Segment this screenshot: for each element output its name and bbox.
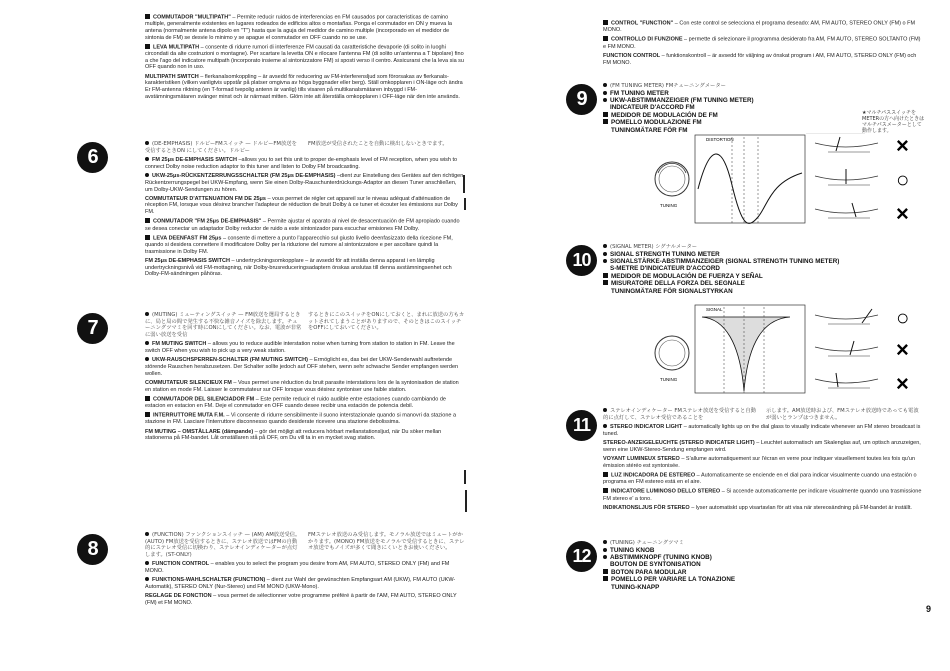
s10-h1: SIGNALSTÄRKE-ABSTIMMANZEIGER (SIGNAL STRENGTH TUNING METER) bbox=[603, 258, 933, 265]
bullet-dot bbox=[145, 341, 149, 345]
s6-fr: COMMUTATEUR D'ATTENUATION FM DE 25μs – vous permet de régler cet appareil sur le niveau adéquat d'atténuation de réception FM, lorsque vous désirez brancher l'adapteur de réduction de bruit Dolby à ce tuner et écouter les émissions sur Dolby FM. bbox=[145, 195, 458, 216]
s6-sv: FM 25μs DE-EMPHASIS SWITCH – undertryckningsomkopplare – är avsedd för att inställa denna apparat i en lämplig undertryckningsnivå vid FM-mottagning, när Dolby-brusreduceringsadaptern önskas anslutas till denna avstämningsenhet och Dolby-FM-sändningen påhöras. bbox=[145, 257, 452, 278]
s9-h0: FM TUNING METER bbox=[603, 90, 933, 97]
meter-arc-1 bbox=[815, 143, 878, 147]
binding-mark bbox=[464, 198, 466, 210]
tuning-meter-figure bbox=[640, 133, 930, 231]
result-mark: × bbox=[896, 133, 909, 158]
s9-h2: INDICATEUR D'ACCORD FM bbox=[610, 104, 695, 112]
section-number-9: 9 bbox=[566, 84, 597, 115]
s12-h5: TUNING-KNAPP bbox=[611, 583, 660, 591]
section-8 bbox=[145, 532, 465, 609]
section-12 bbox=[603, 540, 923, 591]
s9-h4: POMELLO MODULAZIONE FM bbox=[603, 119, 933, 126]
bullet-square bbox=[603, 472, 608, 477]
s9-h5: TUNINGMÄTARE FÖR FM bbox=[611, 126, 688, 134]
s7-sv: FM MUTING – OMSTÄLLARE (dämpande) – gör det möjligt att reducera hörbart mellanstationsljud, när Du söker mellan stationerna på FM-bandet. Låt omställaren stå på OFF, om Du vill ta in en mycket svag station. bbox=[145, 428, 442, 442]
section-7-japanese: (MUTING) ミューティングスイッチ — FM放送を選局するときに、局と局の間で発生する不快な雑音ノイズを除去します。チューニングツマミを回す時にONにしてください。なお、電波が非常に弱い放送を受信 するときにこのスイッチをONにしておくと、まれに放送の方もカットされてしまうことがありますので、そのときはこのスイッチをOFFにしておいてください。 bbox=[145, 312, 465, 338]
binding-mark bbox=[464, 470, 466, 484]
s12-h2: BOUTON DE SYNTONISATION bbox=[610, 561, 701, 569]
bullet-dot bbox=[603, 98, 607, 102]
meter-arc-2 bbox=[815, 347, 878, 351]
function-es: CONTROL "FUNCTION" – Con este control se selecciona el programa deseado: AM, FM AUTO, STEREO ONLY (FM) o FM MONO. bbox=[603, 20, 916, 34]
section-12-japanese: (TUNING) チューニングツマミ bbox=[603, 540, 923, 547]
bullet-square bbox=[145, 14, 150, 19]
bullet-square bbox=[603, 488, 608, 493]
bullet-square bbox=[603, 273, 608, 278]
result-mark: × bbox=[896, 201, 909, 226]
multipath-block bbox=[145, 14, 465, 103]
bullet-square bbox=[145, 44, 150, 49]
s6-it: LEVA DEENFAST FM 25μs – consente di mettere a punto l'apparecchio sul giusto livello deenfasizzato della ricezione FM, quando si desidera connettere il modificatore Dolby per la riduzione del rumore al sintonizzatore e per ascoltare quindi la trasmissione in Dolby FM. bbox=[145, 235, 453, 255]
bullet-dot bbox=[603, 408, 607, 412]
bullet-dot bbox=[145, 173, 149, 177]
section-8-japanese: (FUNCTION) ファンクションスイッチ — (AM) AM放送受信。(AUTO) FM放送を受信するときに、ステレオ放送ではFMの自動的にステレオ受信に切換わり、ステレオインディケーターが点灯します。(ST-ONLY) FMステレオ放送のみ受信します。モノラル放送ではミュートがかかります。(MONO) FM放送をモノラルで受信するときに、ステレオ放送でもノイズが多くて聞きにくいときお使いください。 bbox=[145, 532, 465, 558]
result-mark: ○ bbox=[896, 167, 910, 192]
page-number: 9 bbox=[926, 604, 932, 614]
function-sv: FUNCTION CONTROL – funktionskontroll – är avsedd för väljning av önskat program i AM, FM AUTO, STEREO ONLY (FM) och FM MONO. bbox=[603, 52, 917, 66]
bullet-square bbox=[603, 119, 608, 124]
multipath-sv: MULTIPATH SWITCH – flerkanalsomkoppling – är avsedd för reducering av FM-interferensljud som förorsakas av flerkanals-karakteristiken (vilken vanligtvis uppstår på platser omgivna av höga byggnader eller berg). Ställ omkopplaren i ON-läge och ändra Er FM-antenns riktning (en T-formad tvepolig antenn är vanlig) tills visaren på multikanalsmätaren inbyggd i FM-avstämningsmätaren svänger minst och är närmast mitten. Glöm inte att återställa omkopplaren i OFF-läge när den inte används. bbox=[145, 73, 463, 100]
result-mark: ○ bbox=[896, 305, 910, 330]
s11-de: STEREO-ANZEIGELEUCHTE (STEREO INDICATER LIGHT) – Leuchtet automatisch am Skalenglas auf, um optisch anzuzeigen, wenn eine UKW-Stereo-Sendung empfangen wird. bbox=[603, 440, 921, 453]
s8-fr: REGLAGE DE FONCTION – vous permet de sélectionner votre programme préféré à partir de l'AM, FM AUTO, STEREO ONLY (FM) et FM MONO. bbox=[145, 593, 457, 606]
s6-en: FM 25μs DE-EMPHASIS SWITCH –allows you to set this unit to proper de-emphasis level of FM reception, when you wish to connect Dolby noise reduction adaptor to this tuner and listen to Dolby FM broadcasting. bbox=[145, 157, 458, 170]
section-11 bbox=[603, 408, 923, 514]
s11-es: LUZ INDICADORA DE ESTEREO – Automaticamente se enciende en el dial para indicar visualmente cuando una estación o programa en FM estereo está en el aire. bbox=[603, 472, 917, 486]
bullet-dot bbox=[145, 561, 149, 565]
section-11-japanese: ステレオインディケーター FMステレオ放送を受信すると自動的に点灯して、ステレオ受信であることを 示します。AM放送時および、FMステレオ放送時であっても電波が弱いとランプはつきません。 bbox=[603, 408, 919, 421]
multipath-es: COMMUTADOR "MULTIPATH" – Permite reducir ruidos de interferencias en FM causados por caracteristicas de camino multiple, generalmente existentes en lugares rodeados de edificios altos o montañas. Ponga el conmutador en ON y mueva la antena (normalmente antena dipolo en "T") hasta que la aguja del medidor de camino multiple (incorporado en el medidor de sintonia de FM) se desvie lo minimo y se apague el conmutador en OFF cuando no se use. bbox=[145, 14, 452, 41]
s11-sv: INDIKATIONSLJUS FÖR STEREO – lyser automatiskt upp visartavlan för att visa när stereosändning på FM-bandet är inställt. bbox=[603, 504, 912, 511]
bullet-dot bbox=[145, 312, 149, 316]
function-continued bbox=[603, 20, 923, 69]
section-7 bbox=[145, 312, 465, 445]
section-number-12: 12 bbox=[566, 541, 597, 572]
distortion-curve bbox=[698, 154, 802, 223]
section-6-japanese: (DE-EMPHASIS) ドルビーFMスイッチ — ドルビーFM放送を受信するときON にしてください。ドルビー FM放送が受信されたことを自動に検出しないときでます。 bbox=[145, 141, 448, 154]
s12-h4: POMELLO PER VARIARE LA TONAZIONE bbox=[603, 576, 923, 583]
bullet-square bbox=[603, 36, 608, 41]
bullet-square bbox=[145, 412, 150, 417]
s10-h5: TUNINGMÄTARE FÖR SIGNALSTYRKAN bbox=[611, 287, 733, 295]
bullet-dot bbox=[603, 555, 607, 559]
s8-de: FUNKTIONS-WAHLSCHALTER (FUNCTION) – dient zur Wahl der gewünschten Empfangsart AM (UKW), FM AUTO (UKW-Automatik), STEREO ONLY (Nur-Stereo) und FM MONO (UKW-Mono). bbox=[145, 577, 456, 590]
s6-de: UKW-25μs-RÜCKENTZERRUNGSSCHALTER (FM 25μs DE-EMPHASIS) –dient zur Einstellung des Gerätes auf den richtigen Rückentzerrungspegel bei UKW-Empfang, wenn Sie einen Dolby-Rauschunterdrückungs-Adaptor an diesen Tuner anschließen, um Dolby-UKW-Sendungen zu hören. bbox=[145, 173, 464, 193]
bullet-dot bbox=[603, 259, 607, 263]
section-10-japanese: (SIGNAL METER) シグナルメーター bbox=[603, 244, 933, 251]
tuning-knob-drawing bbox=[655, 162, 689, 196]
bullet-dot bbox=[603, 540, 607, 544]
signal-curve bbox=[702, 317, 790, 391]
s11-fr: VOYANT LUMINEUX STEREO – S'allume automatiquement sur l'écran en verre pour indiquer visuellement toutes les fois qu'un émission stéréo est syntonisée. bbox=[603, 456, 916, 469]
s7-fr: COMMUTATEUR SILENCIEUX FM – Vous permet une réduction du bruit parasite interstations lors de la syntonisation de station en station en mode FM. Laisser le commutateur sur OFF lorsque vous désirez syntoniser une faible station. bbox=[145, 379, 459, 393]
meter-arc-3 bbox=[815, 379, 878, 383]
multipath-it: LEVA MULTIPATH – consente di ridurre rumori di interferenze FM causati da caratteristiche devaporie (di solito in luoghi circondati da alte costruzioni o montagne). Per scartare la levetta ON e rilocare l'antenna FM (di solito un'antenna a T bipolare) fino a che l'ago del indicatore multipath (incorporato insieme al sintonizzatore FM) si sposti verso il centro. Assicurarsi che la leva sia su OFF quando non in uso. bbox=[145, 44, 464, 71]
s7-it: INTERRUTTORE MUTA F.M. – Vi consente di ridurre sensibilmente il suono interstazionale quando si manovri da stazione a stazione in FM. Lasciare l'interruttore disconnesso quando desiderate ricevere una stazione debolissima. bbox=[145, 412, 457, 426]
bullet-dot bbox=[603, 244, 607, 248]
signal-label: SIGNAL bbox=[706, 307, 723, 312]
section-6 bbox=[145, 141, 465, 280]
tuning-label: TUNING bbox=[660, 377, 678, 382]
s12-h1: ABSTIMMKNOPF (TUNING KNOB) bbox=[603, 554, 923, 561]
s10-h2: S-METRE D'INDICATEUR D'ACCORD bbox=[610, 265, 720, 273]
signal-meter-figure bbox=[640, 303, 930, 398]
multipath-note: ★マルチパススイッチをMETERの方へ向けたときはマルチパスメーターとして動作します。 bbox=[862, 110, 925, 134]
bullet-square bbox=[145, 396, 150, 401]
s12-h0: TUNING KNOB bbox=[603, 547, 923, 554]
meter-arc-1 bbox=[815, 315, 878, 319]
section-number-7: 7 bbox=[77, 313, 108, 344]
section-9-japanese: (FM TUNING METER) FMチューニングメーター bbox=[603, 83, 933, 90]
section-number-6: 6 bbox=[77, 142, 108, 173]
bullet-square bbox=[603, 280, 608, 285]
bullet-dot bbox=[145, 577, 149, 581]
bullet-square bbox=[603, 569, 608, 574]
s7-en: FM MUTING SWITCH – allows you to reduce audible interstation noise when turning from station to station in FM. Leave the switch OFF when you wish to pick up a very weak station. bbox=[145, 341, 455, 355]
s9-h3: MEDIDOR DE MODULACIÓN DE FM bbox=[603, 112, 933, 119]
s11-it: INDICATORE LUMINOSO DELLO STEREO – Si accende automaticamente per indicare visualmente quando una trasmissione FM stereo e' a tono. bbox=[603, 488, 922, 502]
binding-mark bbox=[465, 490, 467, 512]
function-it: CONTROLLO DI FUNZIONE – permette di selezionare il programma desiderato fra AM, FM AUTO, STEREO SOLTANTO (FM) e FM MONO. bbox=[603, 36, 921, 50]
s8-en: FUNCTION CONTROL – enables you to select the program you desire from AM, FM AUTO, STEREO ONLY (FM) and FM MONO. bbox=[145, 561, 450, 575]
bullet-dot bbox=[603, 424, 607, 428]
tuning-label: TUNING bbox=[660, 203, 678, 208]
s9-h1: UKW-ABSTIMMANZEIGER (FM TUNING METER) bbox=[603, 97, 933, 104]
s10-h4: MISURATORE DELLA FORZA DEL SEGNALE bbox=[603, 280, 933, 287]
tuning-knob-drawing bbox=[655, 336, 689, 370]
bullet-dot bbox=[603, 91, 607, 95]
section-number-10: 10 bbox=[566, 245, 597, 276]
bullet-square bbox=[603, 20, 608, 25]
s11-en: STEREO INDICATOR LIGHT – automatically lights up on the dial glass to visually indicate whenever an FM stereo broadcast is tuned. bbox=[603, 424, 921, 437]
s12-h3: BOTON PARA MODULAR bbox=[603, 569, 923, 576]
bullet-dot bbox=[603, 252, 607, 256]
s7-es: CONMUTADOR DEL SILENCIADOR FM – Este permite reducir el ruido audible entre estaciones cuando cambiando de estacion en estacion en FM. Deje el conmutador en OFF cuando desee recibir una estación de potencia debil. bbox=[145, 396, 446, 409]
result-mark: × bbox=[896, 337, 909, 362]
bullet-square bbox=[603, 112, 608, 117]
s6-es: CONMUTADOR "FM 25μs DE-EMPHASIS" – Permite ajustar el aparato al nivel de desacentuación de FM apropiado cuando se desea conectar un adaptador Dolby reductor de ruido a este sintonizador para escuchar emisiones FM Dolby. bbox=[145, 218, 460, 232]
bullet-dot bbox=[603, 83, 607, 87]
bullet-dot bbox=[145, 157, 149, 161]
result-mark: × bbox=[896, 371, 909, 396]
bullet-square bbox=[145, 235, 150, 240]
bullet-square bbox=[145, 218, 150, 223]
bullet-square bbox=[603, 576, 608, 581]
s7-de: UKW-RAUSCHSPERREN-SCHALTER (FM MUTING SWITCH) – Ermöglicht es, das bei der UKW-Senderwahl auftretende störende Rauschen herabzusetzen. Der Schalter sollte jedoch auf OFF stehen, wenn sehr schwache Sender empfangen werden wollen. bbox=[145, 357, 459, 377]
distortion-label: DISTORTION bbox=[706, 137, 734, 142]
section-number-11: 11 bbox=[566, 410, 597, 441]
meter-arc-3 bbox=[815, 209, 878, 213]
s10-h3: MEDIDOR DE MODULACIÓN DE FUERZA Y SEÑAL bbox=[603, 273, 933, 280]
binding-mark bbox=[463, 175, 465, 193]
s10-h0: SIGNAL STRENGTH TUNING METER bbox=[603, 251, 933, 258]
bullet-dot bbox=[145, 532, 149, 536]
bullet-dot bbox=[145, 357, 149, 361]
bullet-dot bbox=[603, 548, 607, 552]
bullet-dot bbox=[145, 141, 149, 145]
section-number-8: 8 bbox=[77, 534, 108, 565]
section-10 bbox=[603, 244, 933, 295]
